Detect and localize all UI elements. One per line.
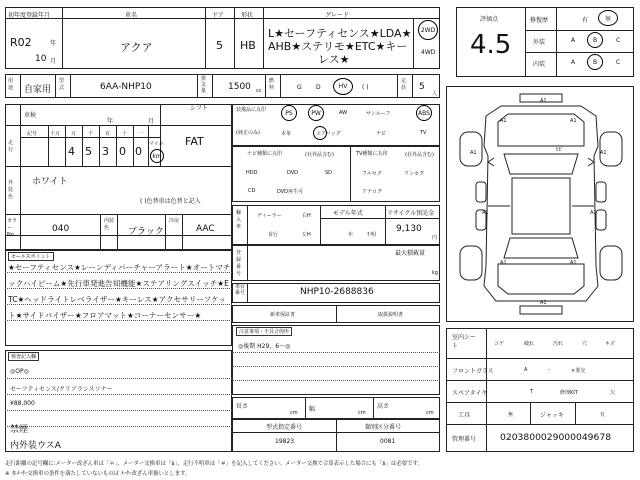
- ac-label: 冷房: [169, 218, 180, 224]
- frame-value: NHP10-2688836: [300, 287, 374, 297]
- equip-pw-circle: PW: [308, 105, 324, 121]
- recycle-unit: 円: [432, 235, 438, 241]
- score-value: 4.5: [470, 30, 512, 60]
- seat-item-3: 穴: [582, 341, 588, 347]
- diagram-label-0: A1: [540, 98, 547, 104]
- mgmt-label: 管理番号: [452, 436, 477, 443]
- navi-label: ナビ種類に丸印: [247, 151, 283, 157]
- jack-value: 有: [600, 412, 606, 418]
- inspector-box: [5, 350, 232, 452]
- dims-height: 高さ: [377, 403, 390, 410]
- drive-2wd-badge: 2WD: [418, 20, 438, 40]
- mileage-unit-1: 万: [71, 131, 77, 137]
- dims-width: 幅: [309, 406, 316, 413]
- selling-line-1: ックハイビーム★先行車発進告知機能★ステアリングスイッチ★E: [8, 279, 229, 288]
- inspection-month: 月: [148, 118, 155, 125]
- shift-label: シフト: [190, 105, 209, 112]
- tools-label: 工具: [458, 412, 471, 419]
- mileage-unit-0: 十万: [50, 131, 61, 137]
- inspector-line-0: ◎OP◎: [10, 368, 29, 375]
- diagram-label-6: A1: [590, 210, 597, 216]
- color-value: ホワイト: [32, 177, 68, 187]
- inspector-bottom2: 内外装ウスA: [10, 441, 61, 451]
- usage-value: 自家用: [24, 85, 52, 95]
- displacement-value: 1500: [228, 82, 251, 92]
- spare-label: スペアタイヤ: [452, 390, 488, 397]
- navi-dvd: DVD: [287, 170, 299, 176]
- import-dealer: ディーラー: [257, 213, 282, 219]
- dims-length-cm: cm: [290, 410, 298, 416]
- model-year-unknown: 不明: [366, 232, 377, 238]
- fuel-g: G: [297, 84, 302, 91]
- import-right: 右H: [302, 213, 311, 219]
- navi-hdd: HDD: [246, 170, 258, 176]
- equip-tv: TV: [420, 130, 427, 136]
- grade-line2: AHB★ステリモ★ETC★キー: [268, 40, 408, 53]
- equip-aw: AW: [339, 110, 348, 116]
- mileage-digit-0: 4: [68, 145, 75, 158]
- color-no-value: 040: [52, 224, 70, 234]
- mileage-digit-2: 3: [102, 145, 109, 158]
- interior-a: A: [571, 59, 576, 66]
- tv-label: TV種類に丸印: [356, 151, 388, 157]
- repair-yes: 有: [582, 17, 589, 24]
- max-load-label: 最大積載量: [395, 250, 426, 257]
- equip-ps-circle: PS: [281, 105, 297, 121]
- diagram-label-1: A1: [500, 118, 507, 124]
- equipment-label: 装備品に丸印: [236, 107, 267, 113]
- dims-width-cm: cm: [358, 410, 366, 416]
- notes-label: 注意事項・不具合箇所: [236, 327, 292, 336]
- shape-label: 形状: [241, 12, 254, 19]
- inspector-bottom1: 禁煙: [10, 425, 29, 435]
- spare-kit: 修理KIT: [560, 390, 578, 396]
- mileage-digit-4: 0: [135, 145, 142, 158]
- selling-line-2: TC★ヘッドライトレベライザー★キーレス★アクセサリーソケッ: [8, 295, 226, 304]
- exterior-a: A: [571, 37, 576, 44]
- car-diagram: [446, 86, 634, 322]
- import-left: 左H: [302, 232, 311, 238]
- seat-item-0: コゲ: [494, 341, 505, 347]
- color-no-label: カラーNo.: [7, 218, 18, 238]
- glass-b: ×要交: [571, 368, 586, 374]
- grade-line1: L★セーフティセンス★LDA★: [268, 27, 412, 40]
- footer-line-0: 走行距離の記号欄に:メーター改ざん車は「＊」、メーター交換車は「$」、走行不明車は「＃」を記入してください。メーター交換で合算表示した場合にも「$」は必要です。: [5, 461, 423, 467]
- mgmt-value: 0203800029000049678: [500, 432, 612, 443]
- reg-label: 初年度登録年月: [8, 12, 51, 19]
- class-no-value: 0081: [380, 438, 396, 445]
- model-spec-label: 型式指定番号: [266, 424, 303, 431]
- fuel-label: 燃料: [269, 78, 275, 91]
- footer-line-1: ※ 本ﾒｰﾀｰ交換車の条件を満たしていないものは ﾒｰﾀｰ改ざん車扱いとします。: [5, 471, 191, 477]
- fuel-d: D: [316, 84, 321, 91]
- repair-no-circle: 無: [598, 10, 618, 26]
- class-no-label: 類別区分番号: [365, 424, 402, 431]
- color-label: 外装色: [8, 180, 14, 200]
- fuel-paren: ( ): [362, 84, 369, 91]
- equipment-sub: (純正のみ): [236, 130, 260, 136]
- model-year-label: モデル年式: [333, 210, 363, 217]
- reg-month-suffix: 月: [50, 58, 57, 65]
- tv-full: フルセグ: [362, 171, 382, 177]
- tv-sub: (社外品含む): [405, 152, 434, 158]
- inspector-label: 検査記入欄: [8, 352, 39, 361]
- spare-t: T: [530, 389, 534, 395]
- repair-label: 修復歴: [530, 17, 549, 24]
- dims-length: 長さ: [236, 403, 249, 410]
- capacity-unit: 人: [432, 91, 438, 97]
- seat-label: 室内シート: [452, 334, 477, 350]
- navi-sd: SD: [325, 170, 333, 176]
- recycle-value: 9,130: [396, 224, 422, 234]
- registration-label: 登録番号: [236, 250, 242, 277]
- mileage-unit-label: 記号: [27, 131, 38, 137]
- inspection-label: 車検: [24, 112, 37, 119]
- selling-label: セールスポイント: [8, 252, 54, 261]
- car-name-value: アクア: [120, 41, 153, 54]
- selling-line-3: ト★サイドバイザー★フロアマット★コーナーセンサー★: [8, 311, 202, 320]
- exterior-label: 外装: [533, 39, 546, 46]
- tools-value: 無: [508, 412, 514, 418]
- inspector-line-1: セーフティセンス/クリアランスソナー: [10, 386, 113, 393]
- type-value: 6AA-NHP10: [100, 82, 152, 92]
- drive-4wd: 4WD: [421, 49, 436, 56]
- car-name-label: 車名: [125, 12, 138, 19]
- dims-box: [232, 397, 440, 419]
- mileage-mile: マイル: [149, 141, 164, 147]
- model-spec-value: 19823: [275, 438, 295, 445]
- diagram-label-10: A1: [540, 300, 547, 306]
- inspection-year: 年: [107, 118, 114, 125]
- max-load-unit: kg: [432, 270, 439, 276]
- glass-dash: -: [548, 367, 550, 373]
- jack-label: ジャッキ: [540, 412, 564, 419]
- diagram-label-5: A1: [482, 210, 489, 216]
- mileage-unit-3: 百: [105, 131, 111, 137]
- model-year-year: 年: [348, 232, 354, 238]
- doors-value: 5: [216, 39, 223, 52]
- equip-abs-circle: ABS: [416, 105, 432, 121]
- color-note: ( )色替車は色替と記入: [140, 198, 201, 205]
- diagram-label-7: A1: [500, 260, 507, 266]
- equip-airbag: エアバッグ: [316, 131, 341, 137]
- diagram-label-2: A1: [570, 118, 577, 124]
- interior-c: C: [616, 59, 621, 66]
- equip-leather: 本革: [281, 131, 292, 137]
- manual-label: 取扱説明書: [378, 312, 404, 318]
- glass-a: A: [524, 367, 528, 373]
- inspector-line-2: ¥88,000: [10, 400, 35, 407]
- recycle-label: リサイクル預託金: [387, 210, 435, 217]
- seat-item-1: 破れ: [524, 341, 535, 347]
- exterior-c: C: [616, 37, 621, 44]
- reg-era: R02: [10, 36, 32, 49]
- interior-label: 内装: [533, 61, 546, 68]
- shift-value: FAT: [185, 135, 204, 148]
- warranty-label: 新車保証書: [270, 312, 296, 318]
- displacement-label: 排気量: [201, 76, 207, 94]
- equip-navi: ナビ: [376, 131, 387, 137]
- capacity-label: 定員: [401, 78, 407, 91]
- usage-label: 用途: [8, 78, 14, 91]
- mileage-unit-5: 一: [138, 131, 144, 137]
- displacement-unit: cc: [256, 88, 262, 94]
- diagram-label-9: A1: [570, 260, 577, 266]
- grade-line3: レス★: [318, 53, 350, 66]
- selling-line-0: ★セーフティセンス★レーンディパーチャーアラート★オートマチ: [8, 263, 231, 272]
- mileage-label: 走行: [8, 140, 14, 153]
- capacity-value: 5: [419, 82, 425, 92]
- tv-one: ワンセグ: [404, 171, 425, 177]
- type-label: 型式: [59, 78, 65, 91]
- mileage-unit-2: 千: [88, 131, 94, 137]
- frame-label: 車台番号: [235, 284, 246, 296]
- mileage-digit-3: 0: [119, 145, 126, 158]
- interior-b-circle: B: [587, 54, 603, 70]
- mileage-digit-1: 5: [85, 145, 92, 158]
- diagram-label-3: A1: [470, 150, 477, 156]
- navi-cd: CD: [248, 188, 256, 194]
- glass-label: フロントガラス: [452, 368, 494, 375]
- dims-height-cm: cm: [426, 410, 434, 416]
- mileage-unit-4: 十: [122, 131, 128, 137]
- spare-ketsu: 欠: [610, 390, 616, 396]
- reg-month: 10: [35, 54, 47, 64]
- diagram-label-8: ﾋﾋﾞ: [556, 147, 564, 153]
- exterior-b-circle: B: [587, 32, 603, 48]
- diagram-label-4: A1: [600, 150, 607, 156]
- doors-label: ドア: [212, 12, 224, 19]
- navi-sub: (社外品含む): [305, 152, 334, 158]
- notes-value: ◎後期 H29、6〜◎: [238, 343, 291, 350]
- import-label: 輸入車: [236, 210, 242, 230]
- score-label: 評価点: [480, 16, 499, 23]
- int-color-label: 内装色: [104, 218, 115, 231]
- mileage-km-circle: km: [150, 149, 164, 163]
- seat-item-2: 汚れ: [553, 341, 564, 347]
- navi-dvd-play: DVD再生可: [277, 189, 304, 195]
- ac-value: AAC: [196, 224, 215, 234]
- shape-value: HB: [240, 39, 256, 52]
- tv-analog: アナログ: [362, 189, 383, 195]
- int-color-value: ブラック: [128, 227, 164, 237]
- fuel-hv-circle: HV: [333, 78, 353, 95]
- import-parallel: 並行: [268, 232, 279, 238]
- seat-item-4: キズ: [605, 341, 615, 347]
- equip-sunroof: サンルーフ: [366, 111, 391, 117]
- reg-year-suffix: 年: [50, 40, 57, 47]
- grade-label: グレード: [325, 12, 350, 19]
